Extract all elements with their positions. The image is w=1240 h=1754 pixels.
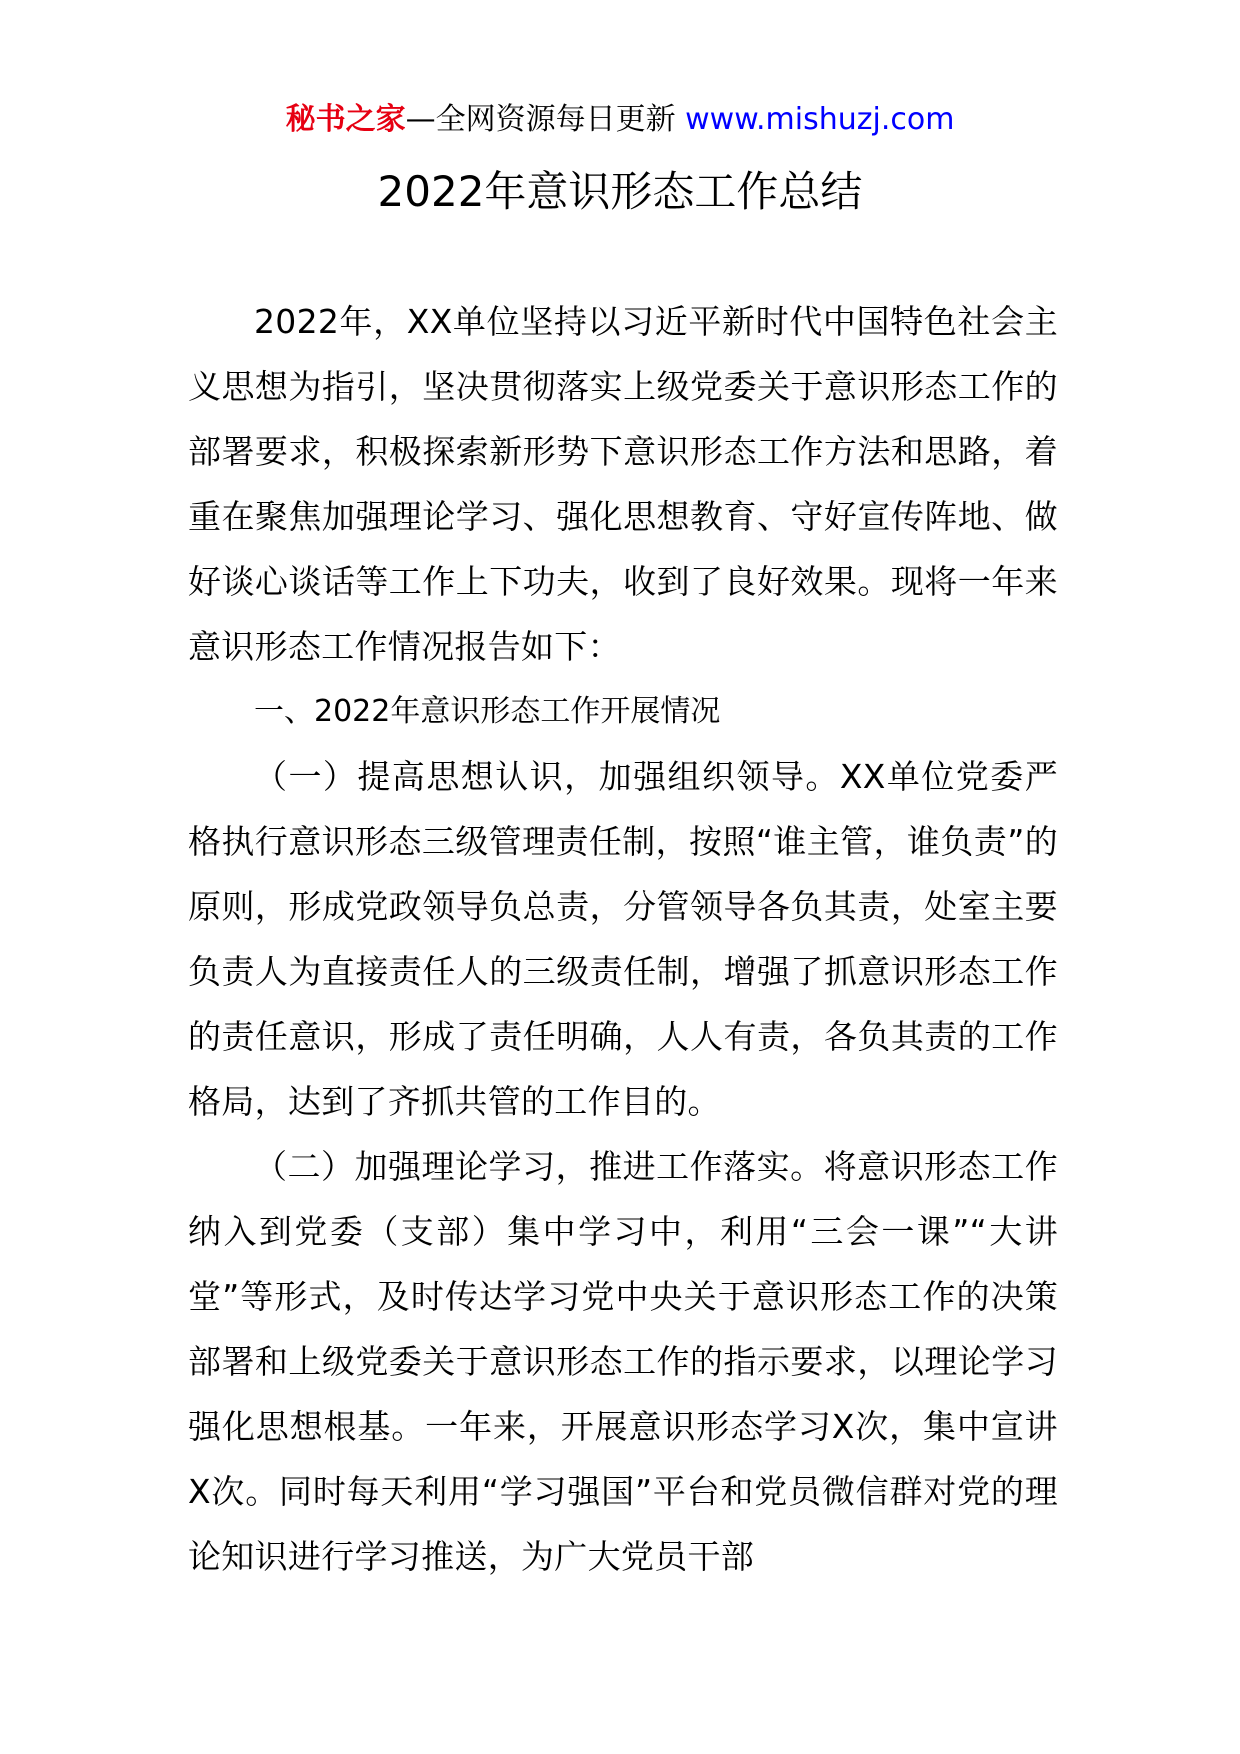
body-paragraph: （一）提高思想认识，加强组织领导。XX单位党委严格执行意识形态三级管理责任制，按照“谁主管，谁负责”的原则，形成党政领导负总责，分管领导各负其责，处室主要负责人为直接责任人的三级责任制，增强了抓意识形态工作的责任意识，形成了责任明确，人人有责，各负其责的工作格局，达到了齐抓共管的工作目的。: [188, 757, 1058, 1121]
site-url-link[interactable]: www.mishuzj.com: [685, 102, 955, 137]
section-heading: 一、2022年意识形态工作开展情况: [254, 694, 721, 729]
brand-name: 秘书之家: [285, 102, 406, 137]
body-paragraph: （二）加强理论学习，推进工作落实。将意识形态工作纳入到党委（支部）集中学习中，利用“三会一课”“大讲堂”等形式，及时传达学习党中央关于意识形态工作的决策部署和上级党委关于意识形态工作的指示要求，以理论学习强化思想根基。一年来，开展意识形态学习X次，集中宣讲X次。同时每天利用“学习强国”平台和党员微信群对党的理论知识进行学习推送，为广大党员干部: [188, 1147, 1058, 1576]
header-tagline: —全网资源每日更新: [405, 102, 686, 137]
intro-paragraph: 2022年，XX单位坚持以习近平新时代中国特色社会主义思想为指引，坚决贯彻落实上级党委关于意识形态工作的部署要求，积极探索新形势下意识形态工作方法和思路，着重在聚焦加强理论学习、强化思想教育、守好宣传阵地、做好谈心谈话等工作上下功夫，收到了良好效果。现将一年来意识形态工作情况报告如下：: [188, 302, 1058, 666]
site-header: [0, 100, 1240, 140]
document-title: 2022年意识形态工作总结: [377, 167, 863, 216]
document-body: [188, 289, 1058, 1589]
